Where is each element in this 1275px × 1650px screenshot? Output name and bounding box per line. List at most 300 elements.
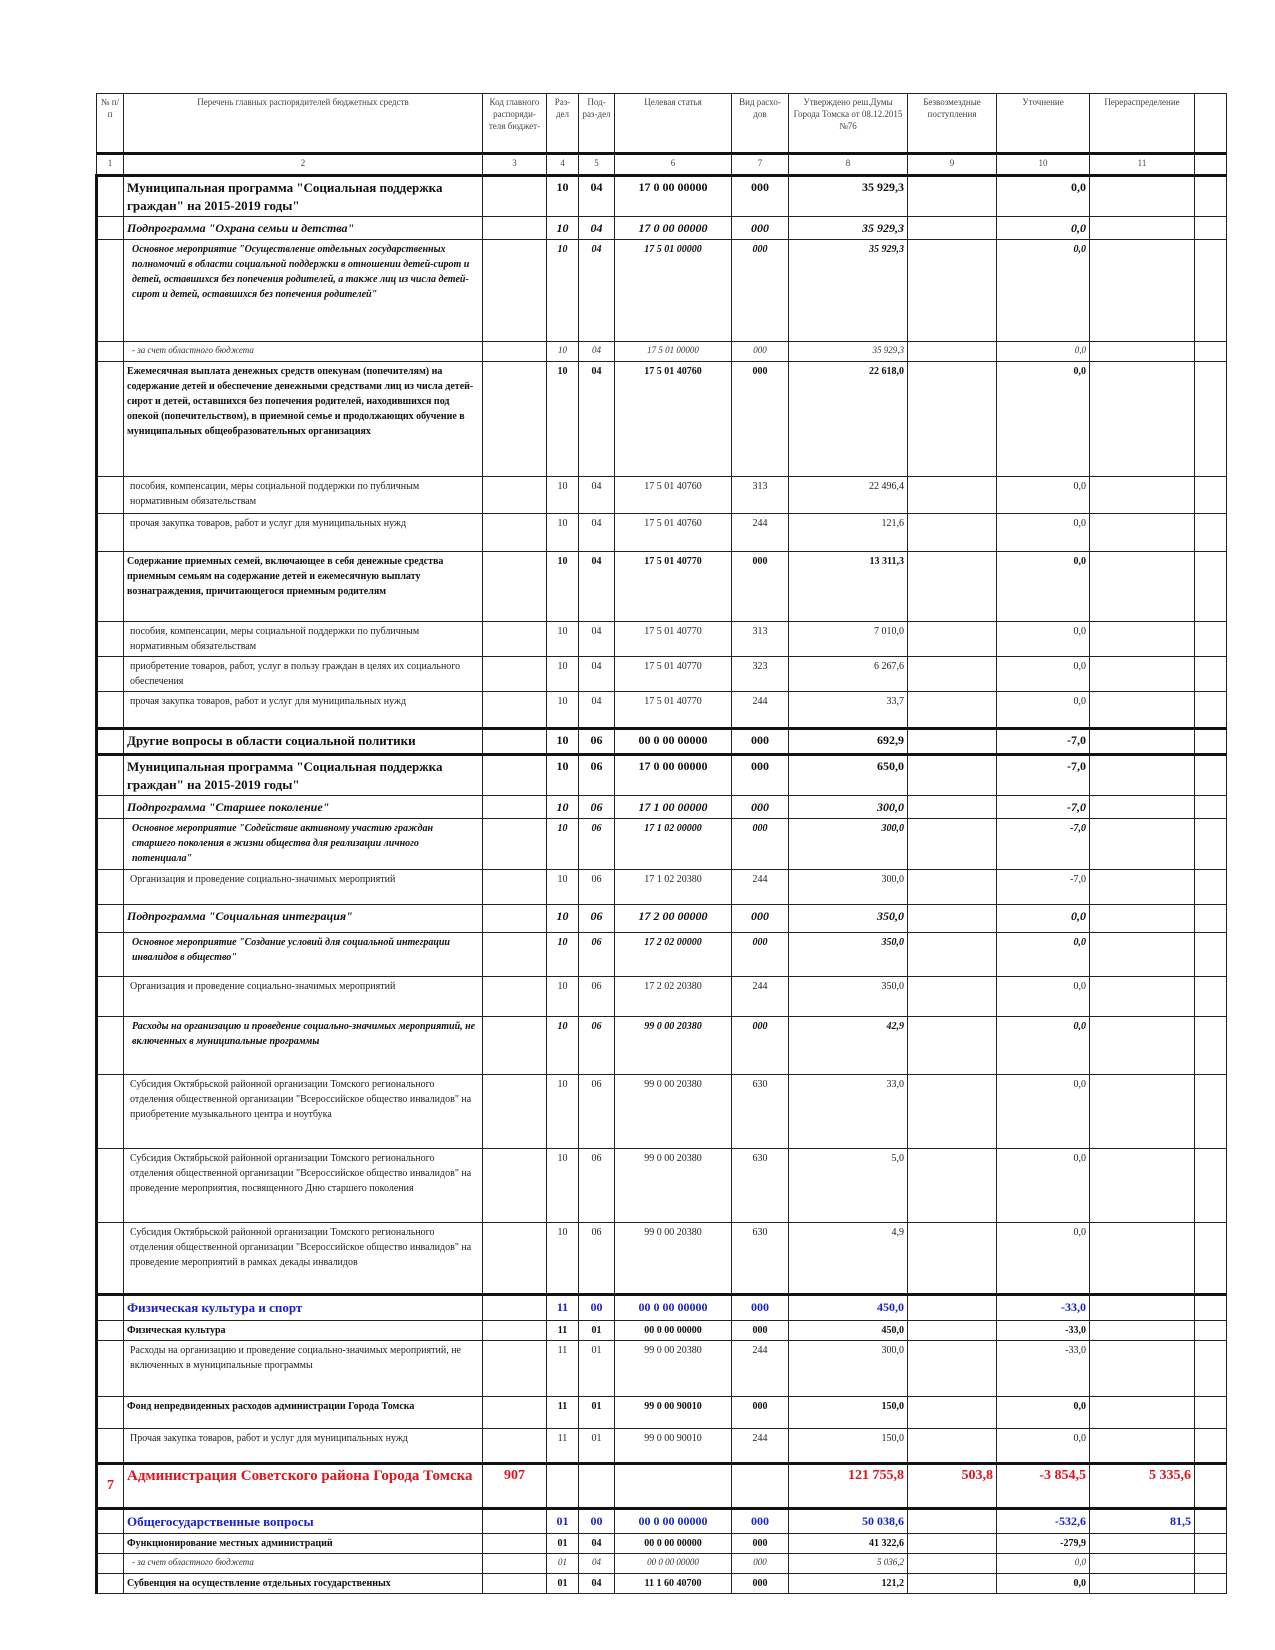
row-subsection: 06 xyxy=(579,819,615,870)
row-number xyxy=(97,657,124,692)
row-subsection: 04 xyxy=(579,1534,615,1554)
row-section: 10 xyxy=(547,1075,579,1149)
row-extra xyxy=(1195,176,1227,217)
table-row xyxy=(97,819,1227,870)
row-section: 11 xyxy=(547,1320,579,1340)
row-redistribution xyxy=(1090,796,1195,819)
table-row xyxy=(97,176,1227,217)
row-redistribution xyxy=(1090,217,1195,240)
row-code xyxy=(483,1428,547,1463)
row-clarification: 0,0 xyxy=(997,977,1090,1017)
table-row xyxy=(97,1396,1227,1428)
row-code xyxy=(483,176,547,217)
row-expense-type: 244 xyxy=(732,1340,789,1396)
row-expense-type: 000 xyxy=(732,1534,789,1554)
row-section: 11 xyxy=(547,1396,579,1428)
row-number xyxy=(97,1075,124,1149)
row-expense-type: 000 xyxy=(732,819,789,870)
row-section xyxy=(547,1463,579,1508)
row-subsection: 06 xyxy=(579,1017,615,1075)
row-code xyxy=(483,514,547,552)
row-name: Подпрограмма "Социальная интеграция" xyxy=(124,905,483,933)
row-extra xyxy=(1195,1574,1227,1594)
row-expense-type: 630 xyxy=(732,1075,789,1149)
row-approved: 121,6 xyxy=(789,514,908,552)
row-target-item: 17 5 01 00000 xyxy=(615,240,732,342)
row-number xyxy=(97,217,124,240)
row-subsection: 06 xyxy=(579,905,615,933)
row-approved: 41 322,6 xyxy=(789,1534,908,1554)
row-name: Физическая культура xyxy=(124,1320,483,1340)
row-approved: 300,0 xyxy=(789,870,908,905)
row-redistribution: 5 335,6 xyxy=(1090,1463,1195,1508)
row-name: Основное мероприятие "Содействие активному участию граждан старшего поколения в жизни общества для реализации личного потенциала" xyxy=(124,819,483,870)
col-header-code: Код главного распоряди-теля бюджет- xyxy=(483,94,547,154)
row-gratuitous xyxy=(908,1508,997,1534)
row-redistribution xyxy=(1090,176,1195,217)
row-expense-type: 630 xyxy=(732,1149,789,1223)
row-code xyxy=(483,240,547,342)
row-section: 11 xyxy=(547,1428,579,1463)
row-target-item: 17 2 02 20380 xyxy=(615,977,732,1017)
row-expense-type: 000 xyxy=(732,1320,789,1340)
row-number xyxy=(97,1017,124,1075)
row-subsection: 04 xyxy=(579,240,615,342)
row-number xyxy=(97,1554,124,1574)
row-name: Расходы на организацию и проведение социально-значимых мероприятий, не включенных в муниципальные программы xyxy=(124,1017,483,1075)
row-extra xyxy=(1195,1534,1227,1554)
row-code: 907 xyxy=(483,1463,547,1508)
row-section: 10 xyxy=(547,819,579,870)
row-subsection: 01 xyxy=(579,1396,615,1428)
table-row xyxy=(97,1508,1227,1534)
row-subsection: 06 xyxy=(579,870,615,905)
row-number xyxy=(97,933,124,977)
row-gratuitous: 503,8 xyxy=(908,1463,997,1508)
row-gratuitous xyxy=(908,342,997,362)
row-clarification: 0,0 xyxy=(997,552,1090,622)
row-target-item: 99 0 00 90010 xyxy=(615,1428,732,1463)
row-target-item: 00 0 00 00000 xyxy=(615,1554,732,1574)
row-gratuitous xyxy=(908,729,997,755)
row-clarification: 0,0 xyxy=(997,342,1090,362)
row-section: 10 xyxy=(547,692,579,729)
col-number: 3 xyxy=(483,154,547,176)
row-clarification: 0,0 xyxy=(997,477,1090,514)
row-extra xyxy=(1195,1017,1227,1075)
row-section: 10 xyxy=(547,905,579,933)
row-code xyxy=(483,1554,547,1574)
row-subsection: 06 xyxy=(579,796,615,819)
row-code xyxy=(483,622,547,657)
row-target-item: 11 1 60 40700 xyxy=(615,1574,732,1594)
row-redistribution xyxy=(1090,905,1195,933)
table-row xyxy=(97,1554,1227,1574)
row-approved: 22 618,0 xyxy=(789,362,908,477)
row-subsection: 04 xyxy=(579,477,615,514)
table-row xyxy=(97,1223,1227,1295)
row-name: Организация и проведение социально-значимых мероприятий xyxy=(124,977,483,1017)
row-redistribution xyxy=(1090,657,1195,692)
row-name: пособия, компенсации, меры социальной поддержки по публичным нормативным обязательствам xyxy=(124,477,483,514)
row-expense-type: 000 xyxy=(732,217,789,240)
row-extra xyxy=(1195,622,1227,657)
row-target-item: 17 5 01 40760 xyxy=(615,514,732,552)
col-header-section: Раз-дел xyxy=(547,94,579,154)
row-redistribution xyxy=(1090,240,1195,342)
row-subsection: 04 xyxy=(579,657,615,692)
row-clarification: -7,0 xyxy=(997,729,1090,755)
row-extra xyxy=(1195,933,1227,977)
row-target-item: 17 2 02 00000 xyxy=(615,933,732,977)
row-code xyxy=(483,1534,547,1554)
row-gratuitous xyxy=(908,657,997,692)
row-target-item: 17 0 00 00000 xyxy=(615,217,732,240)
row-code xyxy=(483,933,547,977)
row-extra xyxy=(1195,1320,1227,1340)
row-code xyxy=(483,362,547,477)
row-name: прочая закупка товаров, работ и услуг для муниципальных нужд xyxy=(124,514,483,552)
table-row xyxy=(97,692,1227,729)
row-clarification: 0,0 xyxy=(997,622,1090,657)
row-section: 10 xyxy=(547,240,579,342)
row-target-item: 00 0 00 00000 xyxy=(615,1534,732,1554)
header-row xyxy=(97,94,1227,154)
row-redistribution xyxy=(1090,477,1195,514)
row-number xyxy=(97,819,124,870)
row-gratuitous xyxy=(908,622,997,657)
row-approved: 150,0 xyxy=(789,1428,908,1463)
row-number xyxy=(97,692,124,729)
row-number: 7 xyxy=(97,1463,124,1508)
row-target-item: 17 0 00 00000 xyxy=(615,176,732,217)
row-extra xyxy=(1195,514,1227,552)
row-expense-type: 000 xyxy=(732,1554,789,1574)
row-gratuitous xyxy=(908,870,997,905)
row-number xyxy=(97,1534,124,1554)
table-body xyxy=(97,176,1227,1594)
row-name: Муниципальная программа "Социальная поддержка граждан" на 2015-2019 годы" xyxy=(124,176,483,217)
row-section: 10 xyxy=(547,1149,579,1223)
row-clarification: -7,0 xyxy=(997,819,1090,870)
row-name: - за счет областного бюджета xyxy=(124,1554,483,1574)
row-target-item: 17 1 02 20380 xyxy=(615,870,732,905)
row-clarification: 0,0 xyxy=(997,1223,1090,1295)
row-approved: 121,2 xyxy=(789,1574,908,1594)
row-extra xyxy=(1195,1340,1227,1396)
col-header-approved: Утверждено реш.Думы Города Томска от 08.12.2015 №76 xyxy=(789,94,908,154)
row-approved: 300,0 xyxy=(789,819,908,870)
row-number xyxy=(97,1428,124,1463)
row-gratuitous xyxy=(908,477,997,514)
row-approved: 350,0 xyxy=(789,905,908,933)
row-expense-type: 244 xyxy=(732,1428,789,1463)
row-extra xyxy=(1195,1149,1227,1223)
row-target-item: 17 2 00 00000 xyxy=(615,905,732,933)
row-approved: 35 929,3 xyxy=(789,176,908,217)
row-gratuitous xyxy=(908,1574,997,1594)
row-expense-type: 313 xyxy=(732,477,789,514)
row-name: Ежемесячная выплата денежных средств опекунам (попечителям) на содержание детей и обеспечение денежными средствами лиц из числа детей-сирот и детей, оставшихся без попечения родителей, находившихся под опекой (попечительством), в приемной семье и продолжающих обучение в муниципальных общеобразовательных организациях xyxy=(124,362,483,477)
row-expense-type: 244 xyxy=(732,692,789,729)
row-approved: 22 496,4 xyxy=(789,477,908,514)
row-name: Организация и проведение социально-значимых мероприятий xyxy=(124,870,483,905)
table-row xyxy=(97,933,1227,977)
row-approved: 350,0 xyxy=(789,933,908,977)
row-number xyxy=(97,552,124,622)
row-section: 10 xyxy=(547,796,579,819)
row-number xyxy=(97,1295,124,1321)
row-section: 10 xyxy=(547,729,579,755)
row-section: 10 xyxy=(547,342,579,362)
row-number xyxy=(97,1574,124,1594)
row-subsection: 06 xyxy=(579,1149,615,1223)
row-extra xyxy=(1195,362,1227,477)
row-approved: 450,0 xyxy=(789,1320,908,1340)
row-clarification: 0,0 xyxy=(997,1428,1090,1463)
row-clarification: 0,0 xyxy=(997,514,1090,552)
col-header-clarification: Уточнение xyxy=(997,94,1090,154)
table-row xyxy=(97,477,1227,514)
row-target-item: 00 0 00 00000 xyxy=(615,1295,732,1321)
col-header-redistribution: Перераспределение xyxy=(1090,94,1195,154)
row-clarification: -7,0 xyxy=(997,796,1090,819)
col-number: 8 xyxy=(789,154,908,176)
col-header-no: № п/п xyxy=(97,94,124,154)
row-approved: 35 929,3 xyxy=(789,217,908,240)
row-expense-type: 000 xyxy=(732,176,789,217)
col-number: 5 xyxy=(579,154,615,176)
row-number xyxy=(97,342,124,362)
row-gratuitous xyxy=(908,362,997,477)
row-extra xyxy=(1195,819,1227,870)
row-code xyxy=(483,977,547,1017)
row-subsection: 04 xyxy=(579,217,615,240)
row-section: 10 xyxy=(547,870,579,905)
row-subsection: 04 xyxy=(579,342,615,362)
row-clarification: 0,0 xyxy=(997,657,1090,692)
row-redistribution xyxy=(1090,1574,1195,1594)
row-gratuitous xyxy=(908,819,997,870)
row-code xyxy=(483,870,547,905)
row-gratuitous xyxy=(908,933,997,977)
row-name: Субсидия Октябрьской районной организации Томского регионального отделения общественной организации "Всероссийское общество инвалидов" на приобретение музыкального центра и ноутбука xyxy=(124,1075,483,1149)
row-subsection: 04 xyxy=(579,1574,615,1594)
row-target-item: 17 5 01 40760 xyxy=(615,362,732,477)
row-redistribution xyxy=(1090,692,1195,729)
row-redistribution xyxy=(1090,552,1195,622)
row-redistribution xyxy=(1090,1075,1195,1149)
col-number: 6 xyxy=(615,154,732,176)
row-subsection: 04 xyxy=(579,362,615,477)
row-subsection: 01 xyxy=(579,1428,615,1463)
row-approved: 692,9 xyxy=(789,729,908,755)
row-number xyxy=(97,1340,124,1396)
row-extra xyxy=(1195,729,1227,755)
row-code xyxy=(483,1295,547,1321)
table-row xyxy=(97,755,1227,796)
row-target-item: 17 5 01 40770 xyxy=(615,657,732,692)
row-section: 01 xyxy=(547,1508,579,1534)
col-number: 9 xyxy=(908,154,997,176)
row-clarification: 0,0 xyxy=(997,1075,1090,1149)
row-redistribution xyxy=(1090,933,1195,977)
row-code xyxy=(483,1340,547,1396)
row-expense-type: 000 xyxy=(732,1508,789,1534)
row-approved: 150,0 xyxy=(789,1396,908,1428)
row-approved: 5,0 xyxy=(789,1149,908,1223)
row-subsection: 04 xyxy=(579,176,615,217)
row-code xyxy=(483,657,547,692)
row-redistribution xyxy=(1090,362,1195,477)
row-number xyxy=(97,905,124,933)
row-code xyxy=(483,819,547,870)
row-code xyxy=(483,1223,547,1295)
row-gratuitous xyxy=(908,1075,997,1149)
table-row xyxy=(97,1075,1227,1149)
col-number xyxy=(1195,154,1227,176)
row-clarification: 0,0 xyxy=(997,905,1090,933)
table-row xyxy=(97,870,1227,905)
row-code xyxy=(483,217,547,240)
row-redistribution xyxy=(1090,1554,1195,1574)
row-approved: 33,7 xyxy=(789,692,908,729)
row-expense-type xyxy=(732,1463,789,1508)
row-number xyxy=(97,796,124,819)
col-header-extra xyxy=(1195,94,1227,154)
row-redistribution xyxy=(1090,1428,1195,1463)
row-target-item: 17 5 01 40770 xyxy=(615,552,732,622)
row-target-item: 17 0 00 00000 xyxy=(615,755,732,796)
row-redistribution xyxy=(1090,1223,1195,1295)
row-name: Расходы на организацию и проведение социально-значимых мероприятий, не включенных в муниципальные программы xyxy=(124,1340,483,1396)
row-expense-type: 000 xyxy=(732,1295,789,1321)
row-approved: 35 929,3 xyxy=(789,240,908,342)
row-gratuitous xyxy=(908,1396,997,1428)
col-number: 10 xyxy=(997,154,1090,176)
row-name: Основное мероприятие "Создание условий для социальной интеграции инвалидов в общество" xyxy=(124,933,483,977)
row-approved: 13 311,3 xyxy=(789,552,908,622)
row-gratuitous xyxy=(908,176,997,217)
row-clarification: 0,0 xyxy=(997,176,1090,217)
row-subsection: 04 xyxy=(579,552,615,622)
row-extra xyxy=(1195,977,1227,1017)
row-expense-type: 000 xyxy=(732,1017,789,1075)
row-approved: 450,0 xyxy=(789,1295,908,1321)
row-gratuitous xyxy=(908,1534,997,1554)
row-extra xyxy=(1195,342,1227,362)
row-target-item: 99 0 00 20380 xyxy=(615,1017,732,1075)
row-section: 10 xyxy=(547,362,579,477)
row-gratuitous xyxy=(908,1428,997,1463)
row-clarification: 0,0 xyxy=(997,1396,1090,1428)
table-row xyxy=(97,796,1227,819)
row-code xyxy=(483,1508,547,1534)
row-target-item: 17 1 00 00000 xyxy=(615,796,732,819)
row-name: Муниципальная программа "Социальная поддержка граждан" на 2015-2019 годы" xyxy=(124,755,483,796)
row-subsection: 06 xyxy=(579,729,615,755)
row-number xyxy=(97,1320,124,1340)
row-clarification: 0,0 xyxy=(997,933,1090,977)
row-section: 10 xyxy=(547,933,579,977)
row-extra xyxy=(1195,1508,1227,1534)
row-gratuitous xyxy=(908,1295,997,1321)
column-number-row xyxy=(97,154,1227,176)
row-clarification: 0,0 xyxy=(997,1574,1090,1594)
row-redistribution: 81,5 xyxy=(1090,1508,1195,1534)
col-number: 4 xyxy=(547,154,579,176)
row-approved: 650,0 xyxy=(789,755,908,796)
table-row xyxy=(97,1017,1227,1075)
row-section: 10 xyxy=(547,657,579,692)
row-clarification: 0,0 xyxy=(997,240,1090,342)
row-subsection: 01 xyxy=(579,1320,615,1340)
row-subsection: 01 xyxy=(579,1340,615,1396)
row-section: 10 xyxy=(547,477,579,514)
col-number: 7 xyxy=(732,154,789,176)
row-name: Субсидия Октябрьской районной организации Томского регионального отделения общественной организации "Всероссийское общество инвалидов" на проведение мероприятий в рамках декады инвалидов xyxy=(124,1223,483,1295)
row-subsection: 04 xyxy=(579,514,615,552)
row-target-item: 00 0 00 00000 xyxy=(615,1508,732,1534)
row-subsection: 06 xyxy=(579,977,615,1017)
row-code xyxy=(483,1396,547,1428)
row-number xyxy=(97,362,124,477)
row-approved: 5 036,2 xyxy=(789,1554,908,1574)
row-extra xyxy=(1195,1396,1227,1428)
row-gratuitous xyxy=(908,796,997,819)
row-section: 01 xyxy=(547,1534,579,1554)
row-gratuitous xyxy=(908,692,997,729)
row-redistribution xyxy=(1090,342,1195,362)
row-gratuitous xyxy=(908,1017,997,1075)
table-row xyxy=(97,342,1227,362)
table-row xyxy=(97,217,1227,240)
row-section: 10 xyxy=(547,217,579,240)
row-extra xyxy=(1195,1428,1227,1463)
row-extra xyxy=(1195,870,1227,905)
table-row xyxy=(97,1320,1227,1340)
row-extra xyxy=(1195,552,1227,622)
row-number xyxy=(97,477,124,514)
row-clarification: -7,0 xyxy=(997,755,1090,796)
row-number xyxy=(97,1396,124,1428)
row-number xyxy=(97,240,124,342)
row-gratuitous xyxy=(908,514,997,552)
row-extra xyxy=(1195,796,1227,819)
row-name: Функционирование местных администраций xyxy=(124,1534,483,1554)
col-number: 1 xyxy=(97,154,124,176)
row-name: Подпрограмма "Старшее поколение" xyxy=(124,796,483,819)
row-number xyxy=(97,514,124,552)
row-section: 10 xyxy=(547,176,579,217)
col-number: 11 xyxy=(1090,154,1195,176)
row-code xyxy=(483,1320,547,1340)
table-row xyxy=(97,240,1227,342)
row-expense-type: 000 xyxy=(732,933,789,977)
row-extra xyxy=(1195,217,1227,240)
row-name: Прочая закупка товаров, работ и услуг для муниципальных нужд xyxy=(124,1428,483,1463)
row-subsection: 06 xyxy=(579,933,615,977)
row-extra xyxy=(1195,240,1227,342)
table-row xyxy=(97,1463,1227,1508)
row-clarification: -279,9 xyxy=(997,1534,1090,1554)
table-row xyxy=(97,1534,1227,1554)
table-row xyxy=(97,729,1227,755)
row-section: 10 xyxy=(547,977,579,1017)
row-expense-type: 000 xyxy=(732,1396,789,1428)
row-redistribution xyxy=(1090,1534,1195,1554)
col-header-gratuitous: Безвозмездные поступления xyxy=(908,94,997,154)
